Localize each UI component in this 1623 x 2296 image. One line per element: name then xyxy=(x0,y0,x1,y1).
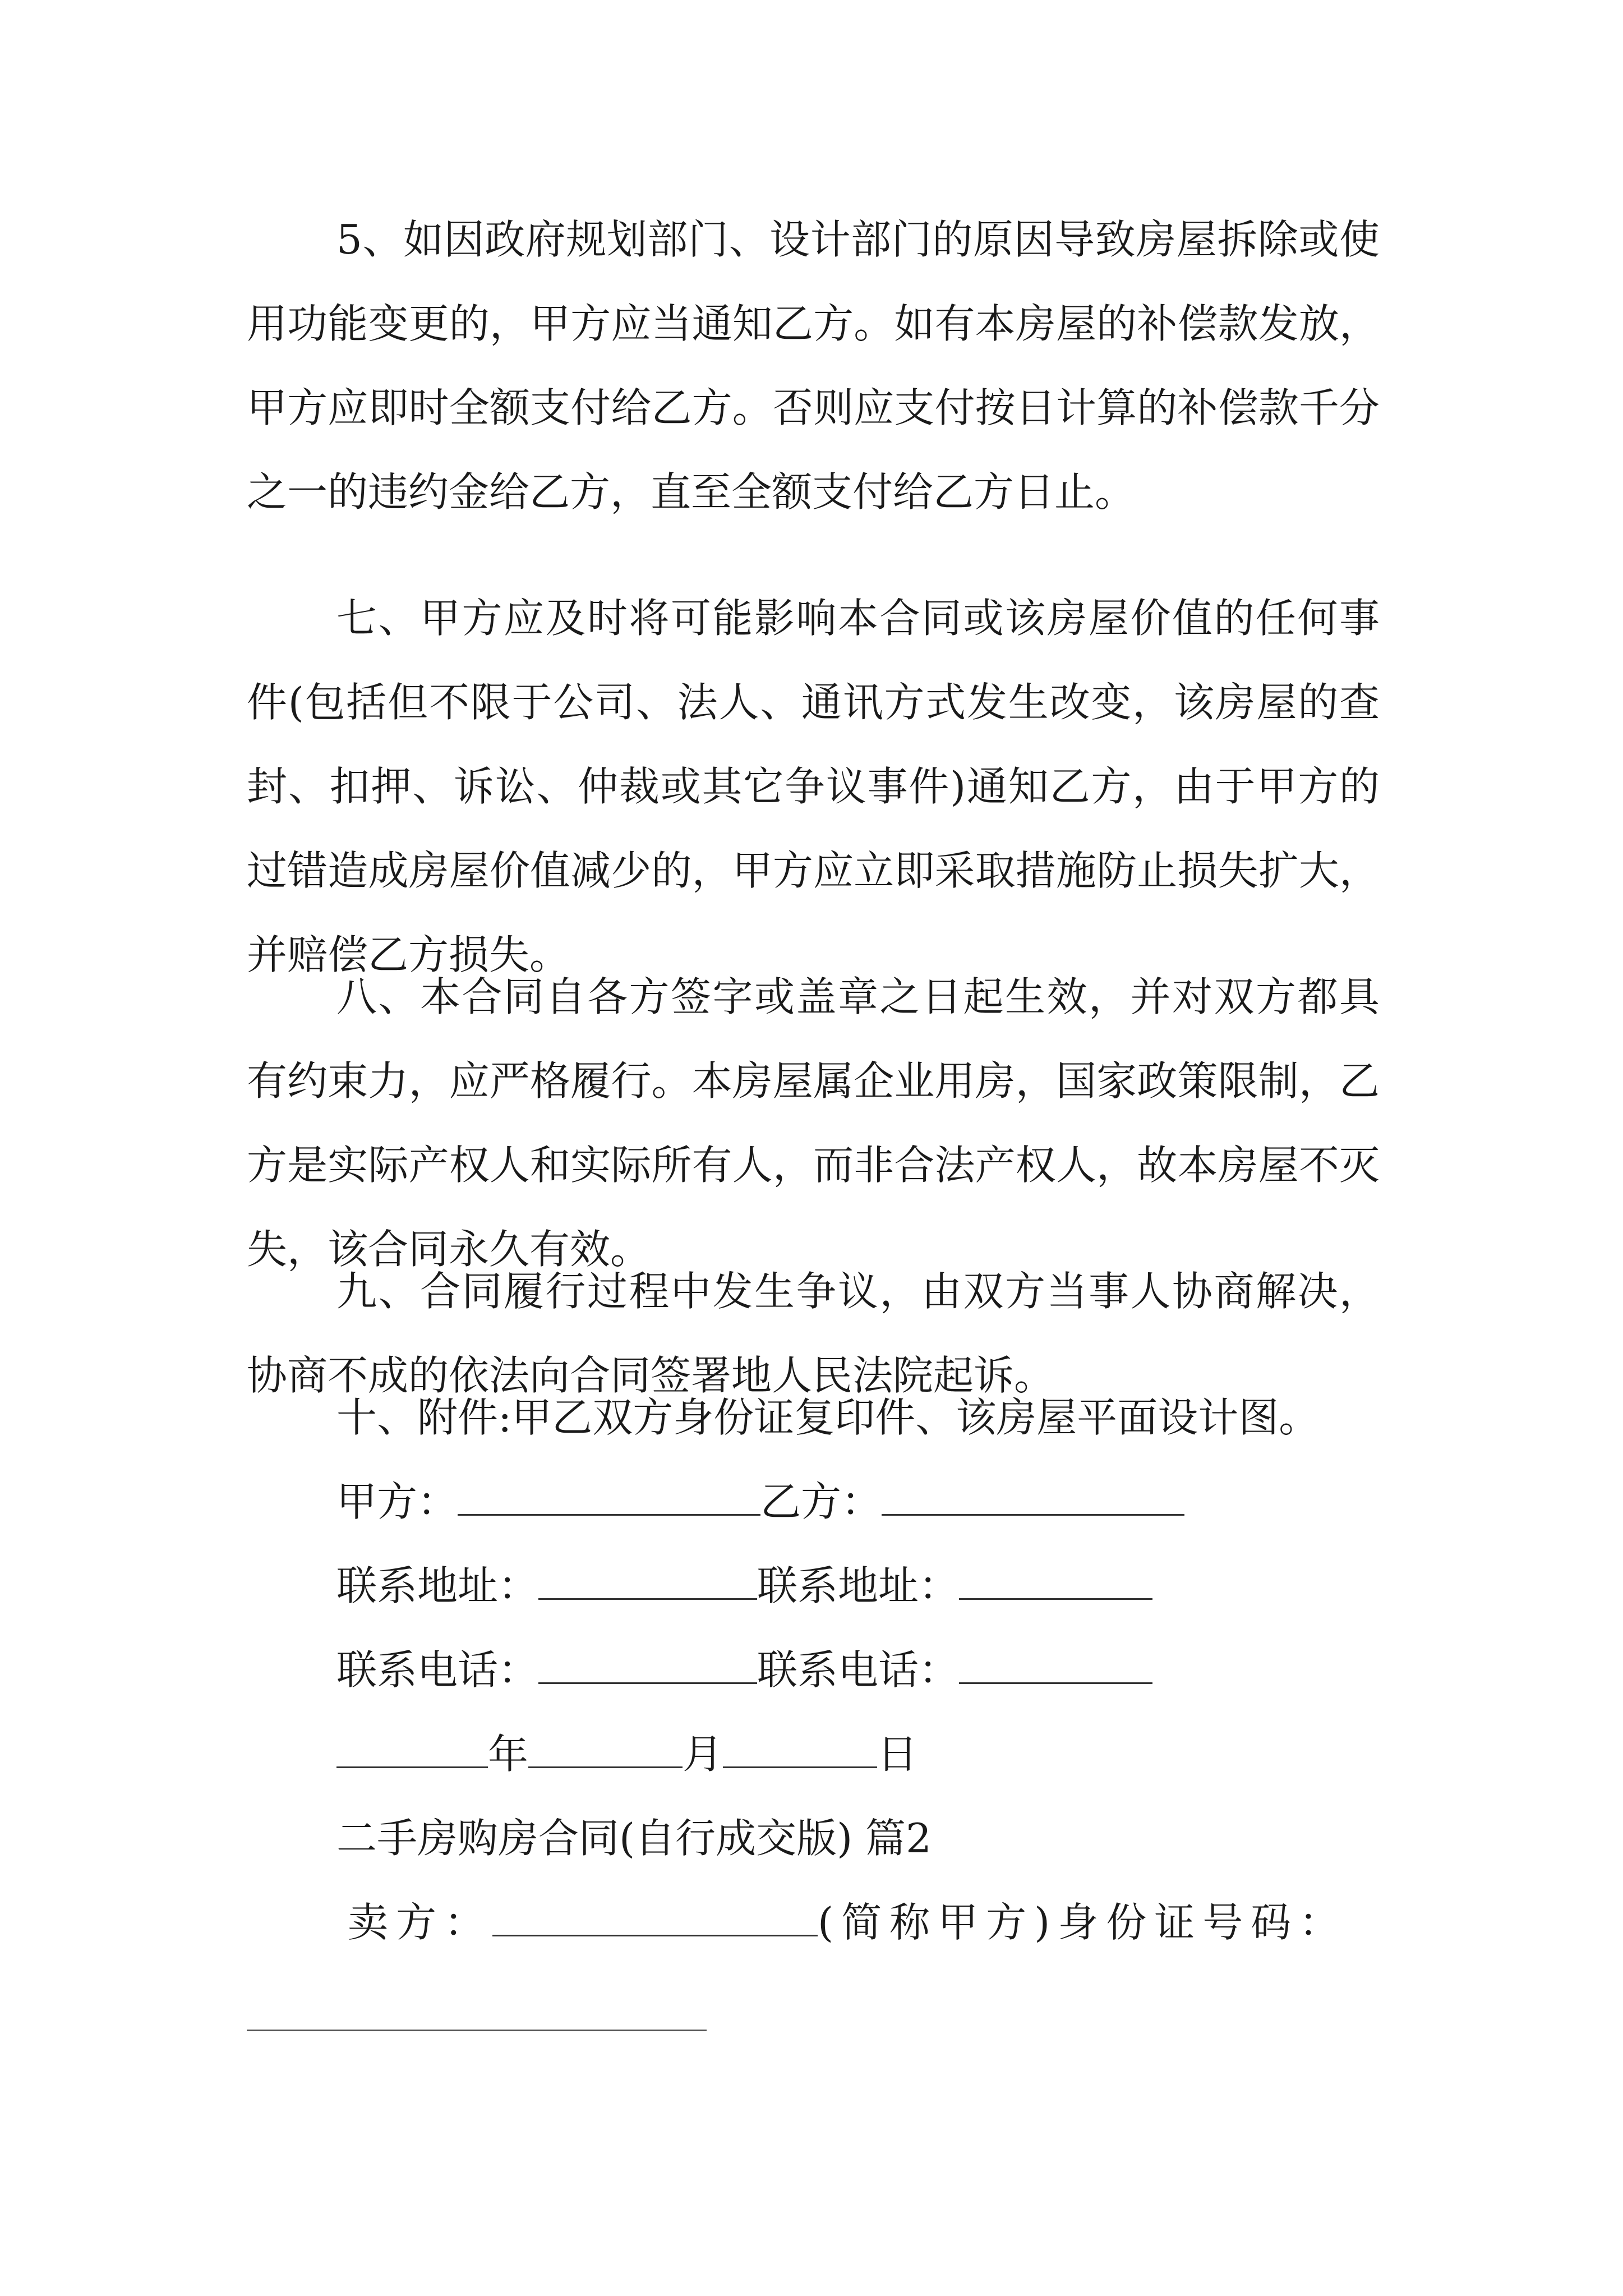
seller-name-blank[interactable] xyxy=(492,1899,818,1936)
party-names-line xyxy=(336,1460,1184,1544)
seller-id-blank-line[interactable] xyxy=(247,2030,707,2031)
section-2-title: 二手房购房合同(自行成交版) 篇2 xyxy=(336,1815,932,1862)
date-line xyxy=(336,1712,917,1796)
month-blank[interactable] xyxy=(528,1731,683,1768)
phone-b-label: 联系电话： xyxy=(757,1646,960,1694)
party-b-blank[interactable] xyxy=(882,1478,1184,1516)
year-blank[interactable] xyxy=(336,1731,488,1768)
address-a-blank[interactable] xyxy=(538,1562,757,1600)
address-line xyxy=(336,1544,1152,1628)
seller-label: 卖方： xyxy=(348,1899,493,1946)
day-label: 日 xyxy=(877,1731,918,1778)
seller-line xyxy=(348,1880,1347,1964)
clause-8-paragraph: 八、本合同自各方签字或盖章之日起生效，并对双方都具有约束力，应严格履行。本房屋属企业用房，国家政策限制，乙方是实际产权人和实际所有人，而非合法产权人，故本房屋不灭失，该合同永久有效。 xyxy=(247,973,1380,1273)
party-a-blank[interactable] xyxy=(458,1478,760,1516)
address-b-blank[interactable] xyxy=(959,1562,1152,1600)
phone-a-blank[interactable] xyxy=(538,1646,757,1684)
day-blank[interactable] xyxy=(723,1731,877,1768)
party-b-label: 乙方： xyxy=(760,1478,882,1525)
clause-5-paragraph: 5、如因政府规划部门、设计部门的原因导致房屋拆除或使用功能变更的，甲方应当通知乙方。如有本房屋的补偿款发放，甲方应即时全额支付给乙方。否则应支付按日计算的补偿款千分之一的违约金给乙方，直至全额支付给乙方日止。 xyxy=(247,216,1380,516)
address-a-label: 联系地址： xyxy=(336,1562,539,1609)
year-label: 年 xyxy=(488,1731,529,1778)
month-label: 月 xyxy=(683,1731,723,1778)
clause-7-paragraph: 七、甲方应及时将可能影响本合同或该房屋价值的任何事件(包括但不限于公司、法人、通讯方式发生改变，该房屋的查封、扣押、诉讼、仲裁或其它争议事件)通知乙方，由于甲方的过错造成房屋价值减少的，甲方应立即采取措施防止损失扩大，并赔偿乙方损失。 xyxy=(247,595,1380,978)
party-a-label: 甲方： xyxy=(336,1478,458,1525)
seller-suffix: (简称甲方)身份证号码： xyxy=(818,1899,1348,1946)
clause-9-paragraph: 九、合同履行过程中发生争议，由双方当事人协商解决，协商不成的依法向合同签署地人民法院起诉。 xyxy=(247,1268,1380,1399)
phone-b-blank[interactable] xyxy=(959,1646,1152,1684)
phone-line xyxy=(336,1628,1152,1712)
clause-10-paragraph: 十、附件:甲乙双方身份证复印件、该房屋平面设计图。 xyxy=(336,1394,1320,1441)
phone-a-label: 联系电话： xyxy=(336,1646,539,1694)
address-b-label: 联系地址： xyxy=(757,1562,960,1609)
